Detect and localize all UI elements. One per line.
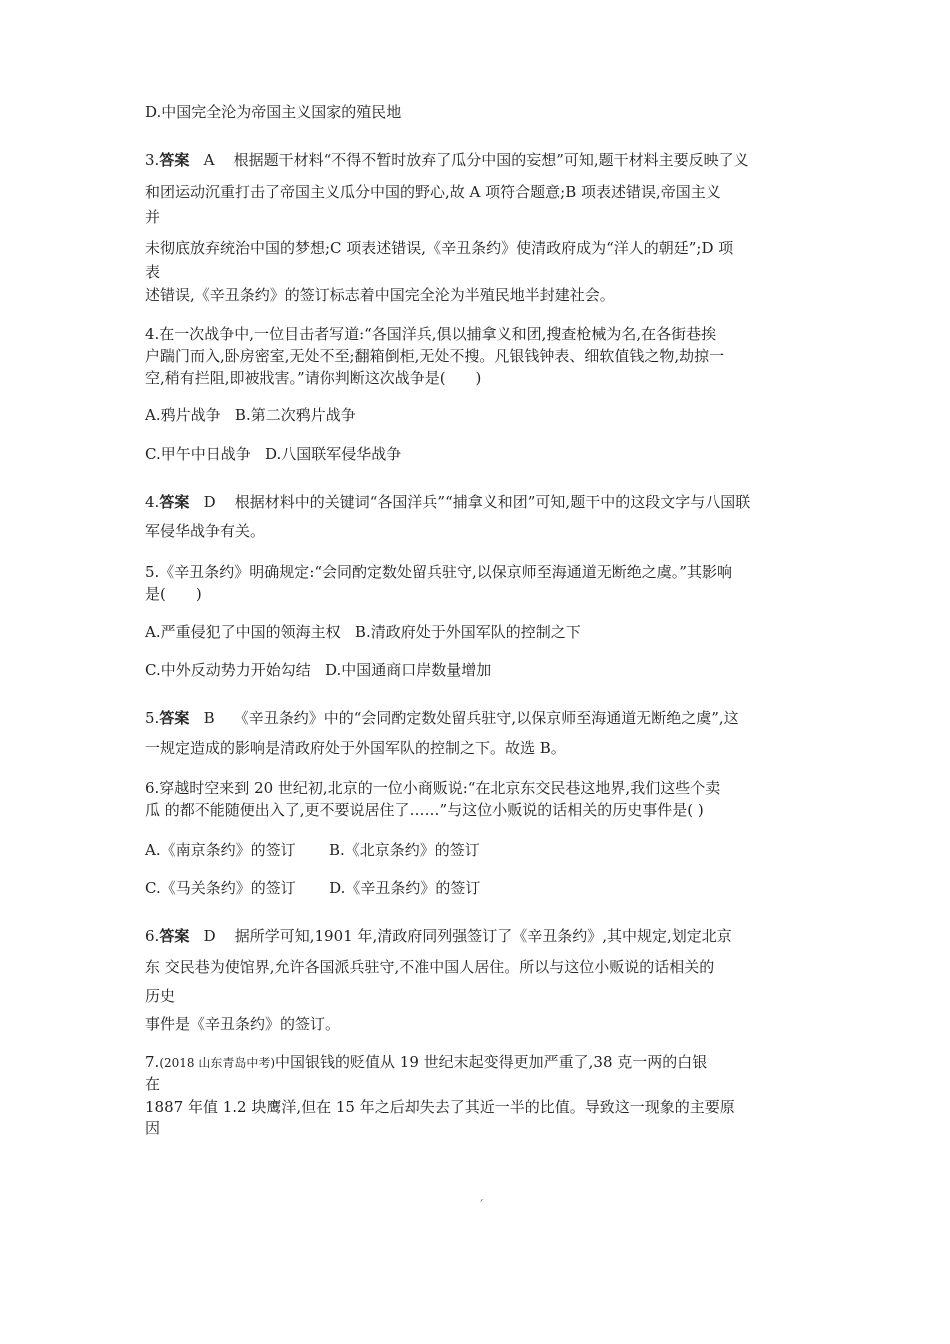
q5-options-cd xyxy=(145,660,491,680)
q4-option-b: B.第二次鸦片战争 xyxy=(234,406,356,424)
q7-number: 7. xyxy=(145,1053,160,1071)
q6-explanation-3: 历史 xyxy=(145,987,176,1005)
q7-stem-3: 1887 年值 1.2 块鹰洋,但在 15 年之后却失去了其近一半的比值。导致这一现象的主要原 xyxy=(145,1098,735,1116)
q3-explanation-5: 表 xyxy=(145,263,161,281)
q3-explanation-1: 根据题干材料“不得不暂时放弃了瓜分中国的妄想”可知,题干材料主要反映了义 xyxy=(233,151,749,169)
q6-explanation-1: 据所学可知,1901 年,清政府同列强签订了《辛丑条约》,其中规定,划定北京 xyxy=(234,927,732,945)
q4-stem-1: 4.在一次战争中,一位目击者写道:“各国洋兵,俱以捕拿义和团,搜查枪械为名,在各街巷挨 xyxy=(145,325,717,343)
q7-stem-text-1: 中国银钱的贬值从 19 世纪末起变得更加严重了,38 克一两的白银 xyxy=(275,1053,708,1071)
q7-stem-1 xyxy=(145,1052,707,1073)
q6-answer-letter: D xyxy=(203,927,216,945)
q6-explanation-2: 东 交民巷为使馆界,允许各国派兵驻守,不准中国人居住。所以与这位小贩说的话相关的 xyxy=(145,958,715,976)
q6-answer-label: 答案 xyxy=(159,927,190,945)
q3-answer-line xyxy=(145,150,749,170)
page-footer-mark: ˊ xyxy=(478,1198,484,1212)
q5-option-d: D.中国通商口岸数量增加 xyxy=(325,661,492,679)
q4-number: 4. xyxy=(145,493,160,511)
q3-number: 3. xyxy=(145,151,160,169)
q6-option-d: D.《辛丑条约》的签订 xyxy=(329,879,481,897)
q4-stem-2: 户踹门而入,卧房密室,无处不至;翻箱倒柜,无处不搜。凡银钱钟表、细软值钱之物,劫掠一 xyxy=(145,347,725,365)
q4-option-c: C.甲午中日战争 xyxy=(145,445,251,463)
q5-answer-letter: B xyxy=(203,709,215,727)
q7-source: (2018 山东青岛中考) xyxy=(159,1056,276,1070)
q5-answer-line xyxy=(145,708,739,728)
q6-options-ab xyxy=(145,840,480,860)
q3-explanation-2: 和团运动沉重打击了帝国主义瓜分中国的野心,故 A 项符合题意;B 项表述错误,帝国主义 xyxy=(145,183,721,201)
q6-number: 6. xyxy=(145,927,160,945)
q3-answer-label: 答案 xyxy=(159,151,190,169)
q4-options-ab xyxy=(145,405,356,425)
q4-options-cd xyxy=(145,444,401,464)
q4-option-d: D.八国联军侵华战争 xyxy=(265,445,402,463)
q6-option-c: C.《马关条约》的签订 xyxy=(145,879,296,897)
q7-stem-4: 因 xyxy=(145,1119,161,1137)
q5-option-b: B.清政府处于外国军队的控制之下 xyxy=(354,623,581,641)
q4-explanation-2: 军侵华战争有关。 xyxy=(145,522,266,540)
q6-stem-1: 6.穿越时空来到 20 世纪初,北京的一位小商贩说:“在北京东交民巷这地界,我们这些个卖 xyxy=(145,779,721,797)
q4-answer-label: 答案 xyxy=(159,493,190,511)
q3-explanation-3: 并 xyxy=(145,208,161,226)
q5-stem-1: 5.《辛丑条约》明确规定:“会同酌定数处留兵驻守,以保京师至海通道无断绝之虞。”其影响 xyxy=(145,563,732,581)
q5-stem-2: 是( ) xyxy=(145,585,202,603)
q7-stem-2: 在 xyxy=(145,1075,161,1093)
q5-explanation-1: 《辛丑条约》中的“会同酌定数处留兵驻守,以保京师至海通道无断绝之虞”,这 xyxy=(233,709,739,727)
q6-option-b: B.《北京条约》的签订 xyxy=(329,841,480,859)
q2-option-d: D.中国完全沦为帝国主义国家的殖民地 xyxy=(145,103,402,121)
q6-option-a: A.《南京条约》的签订 xyxy=(145,841,296,859)
q5-option-a: A.严重侵犯了中国的领海主权 xyxy=(145,623,341,641)
q5-options-ab xyxy=(145,622,581,642)
q4-stem-3: 空,稍有拦阻,即被戕害。”请你判断这次战争是( ) xyxy=(145,369,482,387)
q5-option-c: C.中外反动势力开始勾结 xyxy=(145,661,311,679)
q6-explanation-4: 事件是《辛丑条约》的签订。 xyxy=(145,1015,341,1033)
q6-answer-line xyxy=(145,926,732,946)
q4-option-a: A.鸦片战争 xyxy=(145,406,221,424)
q3-answer-letter: A xyxy=(203,151,215,169)
q4-explanation-1: 根据材料中的关键词“各国洋兵”“捕拿义和团”可知,题干中的这段文字与八国联 xyxy=(234,493,751,511)
q3-explanation-4: 未彻底放弃统治中国的梦想;C 项表述错误,《辛丑条约》使清政府成为“洋人的朝廷”;D 项 xyxy=(145,239,734,257)
q5-answer-label: 答案 xyxy=(159,709,190,727)
q4-answer-line xyxy=(145,492,750,512)
q3-explanation-6: 述错误,《辛丑条约》的签订标志着中国完全沦为半殖民地半封建社会。 xyxy=(145,286,615,304)
q5-explanation-2: 一规定造成的影响是清政府处于外国军队的控制之下。故选 B。 xyxy=(145,739,566,757)
q6-options-cd xyxy=(145,878,480,898)
q4-answer-letter: D xyxy=(203,493,216,511)
q6-stem-2: 瓜 的都不能随便出入了,更不要说居住了……”与这位小贩说的话相关的历史事件是( ) xyxy=(145,801,704,819)
q5-number: 5. xyxy=(145,709,160,727)
